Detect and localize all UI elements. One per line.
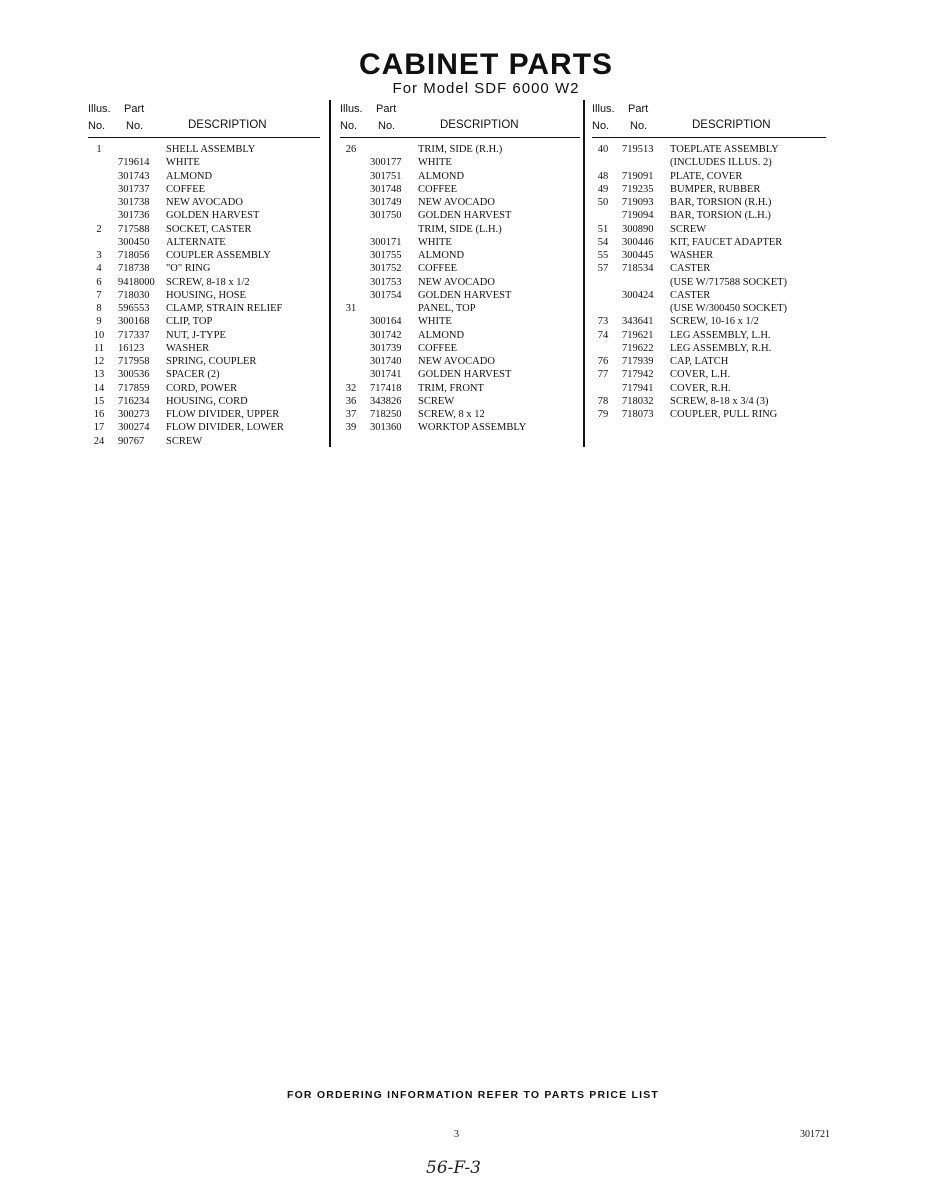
part-number: 301748: [370, 183, 402, 195]
illus-number: 74: [597, 329, 609, 341]
part-description: COUPLER, PULL RING: [670, 409, 778, 420]
part-row: [340, 329, 580, 342]
part-row: [340, 236, 580, 249]
part-row: [592, 170, 826, 183]
part-number: 719093: [622, 197, 654, 208]
part-row: [340, 302, 580, 315]
part-row: [88, 435, 320, 448]
illus-number: 39: [345, 422, 357, 434]
part-description: TOEPLATE ASSEMBLY: [670, 144, 779, 155]
part-row: [592, 289, 826, 302]
part-number: 301751: [370, 170, 402, 182]
illus-number: 3: [96, 250, 102, 261]
illus-number: 16: [93, 409, 105, 420]
header-illus: Illus.: [88, 103, 111, 115]
part-number: 343641: [622, 316, 654, 328]
part-number: 719513: [622, 144, 654, 155]
part-number: 716234: [118, 395, 150, 407]
part-description: SCREW: [670, 223, 707, 235]
part-description: NEW AVOCADO: [418, 276, 495, 288]
column-header: [340, 103, 580, 138]
part-row: [340, 170, 580, 183]
part-number: 300450: [118, 236, 150, 248]
part-row: [88, 395, 320, 408]
illus-number: 1: [96, 144, 102, 155]
part-number: 301738: [118, 197, 150, 208]
ordering-note: FOR ORDERING INFORMATION REFER TO PARTS PRICE LIST: [286, 1089, 660, 1101]
part-description: WHITE: [166, 157, 200, 169]
part-number: 301360: [370, 422, 402, 434]
part-description: PANEL, TOP: [418, 303, 476, 314]
part-description: GOLDEN HARVEST: [166, 210, 260, 222]
part-row: [592, 249, 826, 262]
part-description: SPRING, COUPLER: [166, 356, 257, 367]
part-row: [592, 342, 826, 355]
parts-list: [592, 143, 826, 421]
part-row: [88, 143, 320, 156]
part-row: [88, 355, 320, 368]
part-row: [340, 156, 580, 169]
illus-number: 26: [345, 144, 357, 155]
illus-number: 77: [597, 369, 609, 381]
part-row: [340, 262, 580, 275]
part-number: 343826: [370, 395, 402, 407]
part-row: [88, 329, 320, 342]
part-row: [88, 183, 320, 196]
illus-number: 48: [597, 170, 609, 182]
part-row: [592, 382, 826, 395]
part-number: 596553: [118, 303, 150, 314]
part-number: 717939: [622, 356, 654, 367]
part-row: [88, 315, 320, 328]
part-row: [592, 183, 826, 196]
illus-number: 9: [96, 316, 102, 328]
part-number: 301750: [370, 210, 402, 222]
illus-number: 15: [93, 395, 105, 407]
part-number: 719621: [622, 329, 654, 341]
header-description: DESCRIPTION: [440, 119, 519, 131]
header-illus-no: No.: [340, 120, 358, 132]
part-row: [340, 408, 580, 421]
illus-number: 36: [345, 395, 357, 407]
part-description: CAP, LATCH: [670, 356, 729, 367]
part-description: COFFEE: [418, 342, 458, 354]
column-header: [592, 103, 826, 138]
part-number: 717337: [118, 329, 150, 341]
part-description: COVER, L.H.: [670, 369, 731, 381]
part-description: FLOW DIVIDER, UPPER: [166, 409, 280, 420]
part-row: [340, 223, 580, 236]
part-description: NEW AVOCADO: [166, 197, 243, 208]
part-description: SPACER (2): [166, 369, 220, 381]
part-number: 719622: [622, 342, 654, 354]
part-description: WHITE: [418, 236, 452, 248]
part-description: GOLDEN HARVEST: [418, 289, 512, 301]
part-description: WASHER: [166, 342, 210, 354]
part-description: (INCLUDES ILLUS. 2): [670, 157, 772, 169]
part-number: 16123: [118, 342, 145, 354]
part-description: NUT, J-TYPE: [166, 329, 226, 341]
header-part: Part: [124, 103, 145, 115]
model-subtitle: For Model SDF 6000 W2: [392, 80, 580, 97]
part-row: [88, 223, 320, 236]
column-header: [88, 103, 320, 138]
part-number: 718534: [622, 263, 654, 275]
part-number: 300890: [622, 223, 654, 235]
illus-number: 14: [93, 382, 105, 394]
part-description: GOLDEN HARVEST: [418, 369, 512, 381]
part-description: TRIM, SIDE (L.H.): [418, 223, 502, 235]
part-row: [88, 156, 320, 169]
part-description: "O" RING: [166, 263, 211, 275]
part-row: [88, 382, 320, 395]
parts-list: [340, 143, 580, 435]
illus-number: 73: [597, 316, 609, 328]
part-number: 718073: [622, 409, 654, 420]
part-row: [340, 421, 580, 434]
part-description: (USE W/717588 SOCKET): [670, 276, 788, 288]
part-number: 719614: [118, 157, 150, 169]
column-divider: [583, 100, 585, 447]
part-description: HOUSING, HOSE: [166, 289, 246, 301]
header-illus: Illus.: [340, 103, 363, 115]
part-description: NEW AVOCADO: [418, 197, 495, 208]
part-row: [592, 209, 826, 222]
illus-number: 32: [345, 382, 357, 394]
part-number: 90767: [118, 435, 145, 447]
part-row: [88, 209, 320, 222]
part-description: FLOW DIVIDER, LOWER: [166, 422, 284, 434]
part-number: 718056: [118, 250, 150, 261]
part-description: HOUSING, CORD: [166, 395, 248, 407]
illus-number: 54: [597, 236, 609, 248]
part-description: BUMPER, RUBBER: [670, 183, 761, 195]
part-row: [592, 355, 826, 368]
part-row: [340, 342, 580, 355]
part-number: 300177: [370, 157, 402, 169]
part-description: COFFEE: [418, 263, 458, 275]
part-row: [88, 302, 320, 315]
part-number: 300164: [370, 316, 402, 328]
illus-number: 51: [597, 223, 609, 235]
part-row: [340, 355, 580, 368]
part-description: SCREW: [418, 395, 455, 407]
part-description: CLIP, TOP: [166, 316, 213, 328]
illus-number: 78: [597, 395, 609, 407]
header-part-no: No.: [630, 120, 648, 132]
part-number: 300273: [118, 409, 150, 420]
header-illus: Illus.: [592, 103, 615, 115]
part-number: 301754: [370, 289, 402, 301]
part-description: BAR, TORSION (L.H.): [670, 210, 771, 222]
part-row: [340, 196, 580, 209]
part-row: [592, 395, 826, 408]
illus-number: 37: [345, 409, 357, 420]
part-number: 301755: [370, 250, 402, 261]
part-number: 300445: [622, 250, 654, 261]
part-description: WHITE: [418, 157, 452, 169]
part-description: ALTERNATE: [166, 236, 226, 248]
header-illus-no: No.: [592, 120, 610, 132]
part-number: 718250: [370, 409, 402, 420]
part-number: 301736: [118, 210, 150, 222]
part-row: [88, 196, 320, 209]
header-part-no: No.: [378, 120, 396, 132]
part-row: [340, 143, 580, 156]
handwritten-note: 56-F-3: [426, 1158, 481, 1178]
part-description: CASTER: [670, 263, 711, 275]
part-description: CASTER: [670, 289, 711, 301]
illus-number: 76: [597, 356, 609, 367]
part-description: SCREW, 8-18 x 1/2: [166, 276, 250, 288]
part-row: [592, 302, 826, 315]
illus-number: 12: [93, 356, 105, 367]
part-row: [88, 236, 320, 249]
part-number: 301753: [370, 276, 402, 288]
illus-number: 11: [93, 342, 105, 354]
part-number: 301752: [370, 263, 402, 275]
part-row: [592, 143, 826, 156]
header-illus-no: No.: [88, 120, 106, 132]
part-description: (USE W/300450 SOCKET): [670, 303, 788, 314]
part-row: [592, 368, 826, 381]
part-number: 718738: [118, 263, 150, 275]
part-description: WORKTOP ASSEMBLY: [418, 422, 527, 434]
part-number: 717859: [118, 382, 150, 394]
part-number: 300171: [370, 236, 402, 248]
part-description: TRIM, SIDE (R.H.): [418, 144, 503, 155]
part-description: COFFEE: [418, 183, 458, 195]
part-row: [592, 223, 826, 236]
part-row: [88, 289, 320, 302]
part-description: CORD, POWER: [166, 382, 238, 394]
part-number: 719094: [622, 210, 654, 222]
illus-number: 2: [96, 223, 102, 235]
part-number: 717418: [370, 382, 402, 394]
part-row: [340, 183, 580, 196]
part-row: [340, 368, 580, 381]
illus-number: 79: [597, 409, 609, 420]
part-number: 301740: [370, 356, 402, 367]
part-description: ALMOND: [166, 170, 213, 182]
part-row: [592, 408, 826, 421]
part-description: ALMOND: [418, 250, 465, 261]
illus-number: 31: [345, 303, 357, 314]
illus-number: 57: [597, 263, 609, 275]
illus-number: 13: [93, 369, 105, 381]
part-row: [88, 170, 320, 183]
part-number: 301741: [370, 369, 402, 381]
part-description: NEW AVOCADO: [418, 356, 495, 367]
part-number: 719235: [622, 183, 654, 195]
part-description: WHITE: [418, 316, 452, 328]
part-description: SHELL ASSEMBLY: [166, 144, 256, 155]
part-number: 301749: [370, 197, 402, 208]
part-number: 301743: [118, 170, 150, 182]
illus-number: 50: [597, 197, 609, 208]
part-number: 9418000: [118, 276, 155, 288]
part-number: 300536: [118, 369, 150, 381]
document-number: 301721: [800, 1129, 830, 1140]
illus-number: 4: [96, 263, 102, 275]
part-row: [88, 368, 320, 381]
part-row: [88, 408, 320, 421]
part-description: KIT, FAUCET ADAPTER: [670, 236, 783, 248]
part-row: [88, 262, 320, 275]
part-number: 717588: [118, 223, 150, 235]
part-description: PLATE, COVER: [670, 170, 743, 182]
part-row: [592, 315, 826, 328]
part-description: LEG ASSEMBLY, R.H.: [670, 342, 772, 354]
part-description: SCREW, 10-16 x 1/2: [670, 316, 759, 328]
part-number: 301737: [118, 183, 150, 195]
page-title: CABINET PARTS: [358, 48, 614, 81]
illus-number: 10: [93, 329, 105, 341]
parts-column-3: [592, 103, 826, 421]
part-description: SCREW: [166, 435, 203, 447]
part-number: 718032: [622, 395, 654, 407]
part-description: COUPLER ASSEMBLY: [166, 250, 271, 261]
part-row: [592, 196, 826, 209]
part-row: [592, 276, 826, 289]
header-description: DESCRIPTION: [188, 119, 267, 131]
illus-number: 55: [597, 250, 609, 261]
part-number: 300424: [622, 289, 654, 301]
part-number: 717958: [118, 356, 150, 367]
part-description: ALMOND: [418, 329, 465, 341]
part-description: ALMOND: [418, 170, 465, 182]
part-row: [340, 289, 580, 302]
page-number: 3: [454, 1129, 459, 1140]
illus-number: 24: [93, 435, 105, 447]
part-row: [88, 249, 320, 262]
part-row: [592, 156, 826, 169]
part-row: [340, 395, 580, 408]
illus-number: 17: [93, 422, 105, 434]
part-description: TRIM, FRONT: [418, 382, 484, 394]
part-row: [88, 421, 320, 434]
column-divider: [329, 100, 331, 447]
part-description: LEG ASSEMBLY, L.H.: [670, 329, 771, 341]
part-number: 717941: [622, 382, 654, 394]
part-row: [340, 249, 580, 262]
part-number: 718030: [118, 289, 150, 301]
part-row: [592, 236, 826, 249]
part-row: [88, 276, 320, 289]
part-description: GOLDEN HARVEST: [418, 210, 512, 222]
illus-number: 8: [96, 303, 102, 314]
part-row: [340, 276, 580, 289]
part-number: 300274: [118, 422, 150, 434]
part-row: [340, 382, 580, 395]
part-number: 300446: [622, 236, 654, 248]
header-description: DESCRIPTION: [692, 119, 771, 131]
part-row: [340, 209, 580, 222]
part-description: BAR, TORSION (R.H.): [670, 197, 772, 208]
part-description: SCREW, 8 x 12: [418, 409, 485, 420]
illus-number: 40: [597, 144, 609, 155]
parts-list: [88, 143, 320, 448]
header-part: Part: [376, 103, 397, 115]
part-number: 301739: [370, 342, 402, 354]
header-part-no: No.: [126, 120, 144, 132]
parts-column-1: [88, 103, 320, 448]
header-part: Part: [628, 103, 649, 115]
part-description: CLAMP, STRAIN RELIEF: [166, 303, 283, 314]
part-description: SCREW, 8-18 x 3/4 (3): [670, 395, 769, 407]
illus-number: 49: [597, 183, 609, 195]
part-row: [592, 329, 826, 342]
part-row: [88, 342, 320, 355]
part-number: 719091: [622, 170, 654, 182]
part-row: [592, 262, 826, 275]
part-description: COFFEE: [166, 183, 206, 195]
part-description: SOCKET, CASTER: [166, 223, 252, 235]
parts-column-2: [340, 103, 580, 435]
part-row: [340, 315, 580, 328]
part-number: 717942: [622, 369, 654, 381]
part-description: WASHER: [670, 250, 714, 261]
illus-number: 7: [96, 289, 102, 301]
part-description: COVER, R.H.: [670, 382, 731, 394]
part-number: 301742: [370, 329, 402, 341]
illus-number: 6: [96, 276, 102, 288]
part-number: 300168: [118, 316, 150, 328]
